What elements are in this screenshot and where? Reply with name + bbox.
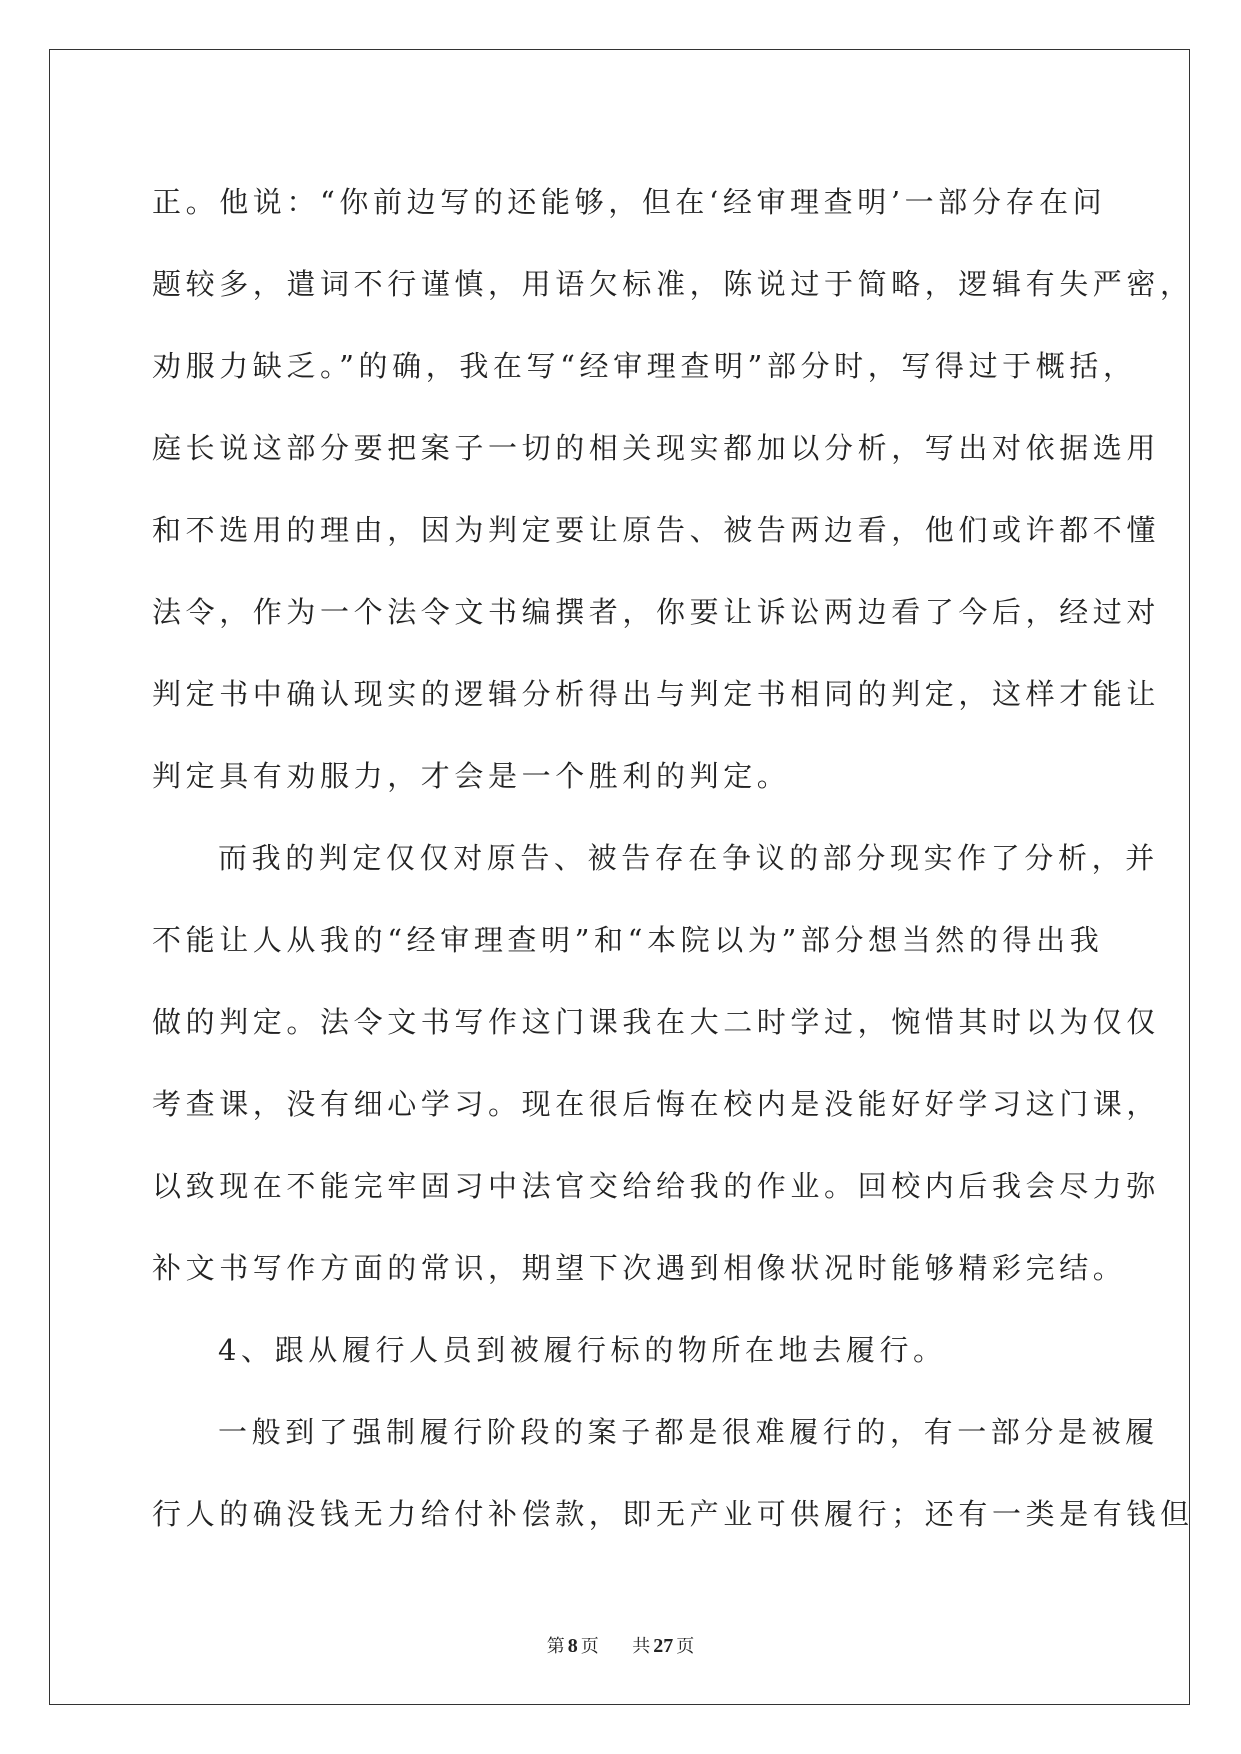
paragraph-1 xyxy=(152,161,1194,817)
total-prefix: 共 xyxy=(632,1636,651,1657)
text-line: 行人的确没钱无力给付补偿款，即无产业可供履行；还有一类是有钱但 xyxy=(152,1497,1194,1531)
text-line: 判定具有劝服力，才会是一个胜利的判定。 xyxy=(152,759,791,793)
text-line: 而我的判定仅仅对原告、被告存在争议的部分现实作了分析，并 xyxy=(218,841,1159,875)
text-line: 补文书写作方面的常识，期望下次遇到相像状况时能够精彩完结。 xyxy=(152,1251,1127,1285)
text-line: 以致现在不能完牢固习中法官交给给我的作业。回校内后我会尽力弥 xyxy=(152,1169,1161,1203)
text-line: 庭长说这部分要把案子一切的相关现实都加以分析，写出对依据选用 xyxy=(152,431,1161,465)
text-line: 题较多，遣词不行谨慎，用语欠标准，陈说过于简略，逻辑有失严密， xyxy=(152,267,1194,301)
text-line: 考查课，没有细心学习。现在很后悔在校内是没能好好学习这门课， xyxy=(152,1087,1161,1121)
paragraph-4 xyxy=(152,1391,1194,1555)
document-body xyxy=(152,161,1194,1555)
text-line: 做的判定。法令文书写作这门课我在大二时学过，惋惜其时以为仅仅 xyxy=(152,1005,1161,1039)
text-line: 法令，作为一个法令文书编撰者，你要让诉讼两边看了今后，经过对 xyxy=(152,595,1161,629)
paragraph-3 xyxy=(152,1309,1082,1391)
text-line: 4、跟从履行人员到被履行标的物所在地去履行。 xyxy=(218,1333,947,1367)
total-suffix: 页 xyxy=(676,1636,695,1657)
text-line: 判定书中确认现实的逻辑分析得出与判定书相同的判定，这样才能让 xyxy=(152,677,1161,711)
page-footer xyxy=(0,1632,1241,1658)
paragraph-2 xyxy=(152,817,1161,1309)
text-line: 和不选用的理由，因为判定要让原告、被告两边看，他们或许都不懂 xyxy=(152,513,1161,547)
text-line: 劝服力缺乏。”的确，我在写“经审理查明”部分时，写得过于概括， xyxy=(152,349,1137,383)
text-line: 一般到了强制履行阶段的案子都是很难履行的，有一部分是被履 xyxy=(218,1415,1159,1449)
page-number: 8 xyxy=(567,1635,578,1657)
total-pages: 27 xyxy=(653,1635,674,1657)
page-prefix: 第 xyxy=(546,1636,565,1657)
page-suffix: 页 xyxy=(580,1636,599,1657)
text-line: 不能让人从我的“经审理查明”和“本院以为”部分想当然的得出我 xyxy=(152,923,1104,957)
text-line: 正。他说：“你前边写的还能够，但在‘经审理查明’一部分存在问 xyxy=(152,185,1107,219)
